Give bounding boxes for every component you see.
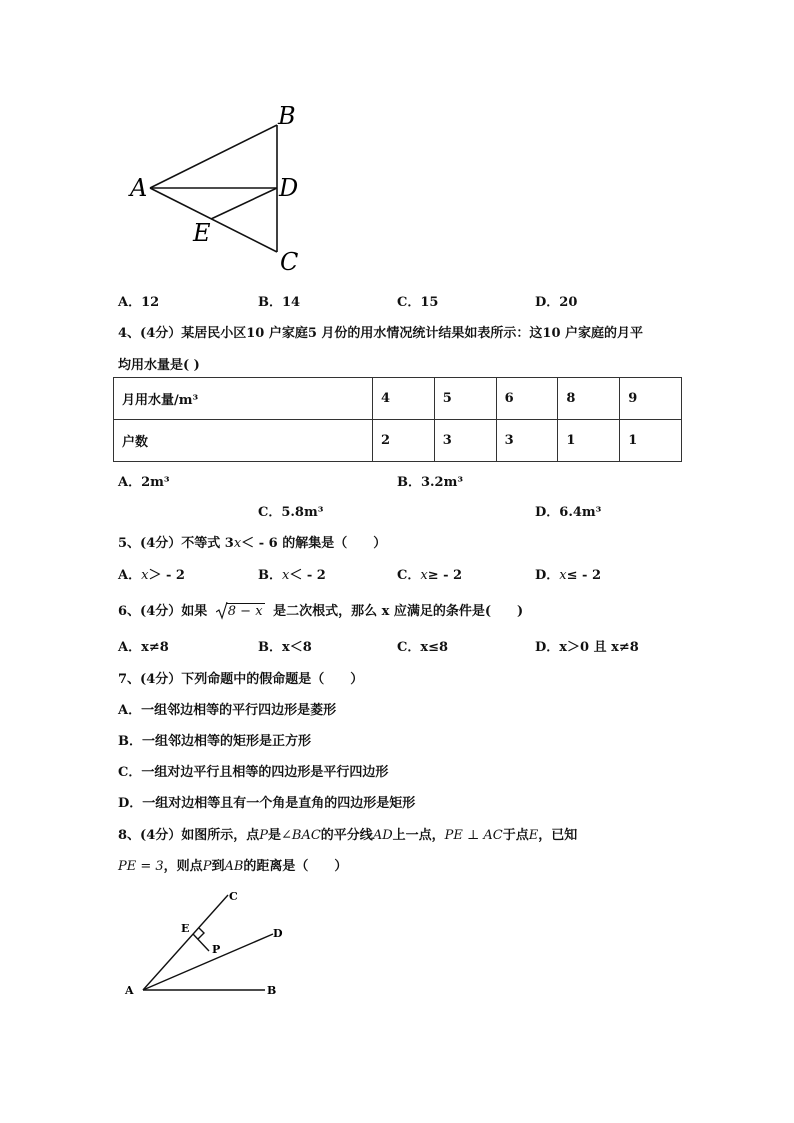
q3-option-b[interactable]: B．14 xyxy=(258,295,301,310)
table-cell: 3 xyxy=(434,420,496,462)
q6-option-c[interactable]: C．x≤8 xyxy=(397,640,449,655)
radicand: 8 − x xyxy=(227,604,263,619)
table-header-cell: 月用水量/m³ xyxy=(114,378,373,420)
q4-water-table xyxy=(113,377,682,462)
q5-option-c[interactable]: C．x≥ - 2 xyxy=(397,568,463,583)
q7-option-c[interactable]: C．一组对边平行且相等的四边形是平行四边形 xyxy=(118,765,389,780)
q3-label-b: B xyxy=(278,102,296,130)
q3-label-e: E xyxy=(193,219,211,247)
q7-option-b[interactable]: B．一组邻边相等的矩形是正方形 xyxy=(118,734,311,749)
table-cell: 1 xyxy=(558,420,620,462)
q8-label-d: D xyxy=(273,927,283,940)
table-header-cell: 户数 xyxy=(114,420,373,462)
q3-option-a[interactable]: A．12 xyxy=(118,295,160,310)
q7-option-d[interactable]: D．一组对边相等且有一个角是直角的四边形是矩形 xyxy=(118,796,416,811)
radical-sign-icon xyxy=(216,601,228,621)
q8-label-e: E xyxy=(181,922,190,935)
q8-angle-bisector-figure xyxy=(118,880,298,1005)
table-row xyxy=(114,378,682,420)
q8-stem-line2: PE = 3，则点P到AB的距离是（ ） xyxy=(118,859,348,874)
q3-option-c[interactable]: C．15 xyxy=(397,295,439,310)
q3-triangle-figure xyxy=(120,100,320,280)
q5-option-d[interactable]: D．x≤ - 2 xyxy=(535,568,602,583)
table-cell: 1 xyxy=(620,420,682,462)
q8-label-p: P xyxy=(212,943,221,956)
q4-stem-line1: 4、(4分）某居民小区10 户家庭5 月份的用水情况统计结果如表所示：这10 户家庭的月平 xyxy=(118,326,644,341)
q5-option-b[interactable]: B．x＜ - 2 xyxy=(258,568,326,583)
table-cell: 6 xyxy=(496,378,558,420)
q8-label-c: C xyxy=(229,890,238,903)
table-cell: 9 xyxy=(620,378,682,420)
q8-label-a: A xyxy=(125,984,134,997)
table-cell: 8 xyxy=(558,378,620,420)
q5-stem: 5、(4分）不等式 3x＜ - 6 的解集是（ ） xyxy=(118,536,387,551)
q8-stem-line1: 8、(4分）如图所示，点P是∠BAC的平分线AD上一点，PE ⊥ AC于点E，已知 xyxy=(118,828,578,843)
table-cell: 3 xyxy=(496,420,558,462)
table-cell: 5 xyxy=(434,378,496,420)
q6-option-b[interactable]: B．x＜8 xyxy=(258,640,312,655)
q3-label-a: A xyxy=(130,174,148,202)
q3-option-d[interactable]: D．20 xyxy=(535,295,578,310)
q3-label-c: C xyxy=(280,248,299,276)
q4-option-c[interactable]: C．5.8m³ xyxy=(258,505,324,520)
sqrt-radical xyxy=(216,604,265,619)
table-cell: 2 xyxy=(373,420,435,462)
table-row xyxy=(114,420,682,462)
q8-label-b: B xyxy=(267,984,277,997)
q6-stem: 6、(4分）如果 8 − x 是二次根式，那么 x 应满足的条件是( ) xyxy=(118,600,523,619)
q6-option-d[interactable]: D．x＞0 且 x≠8 xyxy=(535,640,639,655)
q5-option-a[interactable]: A．x＞ - 2 xyxy=(118,568,185,583)
q4-stem-line2: 均用水量是( ) xyxy=(118,358,200,373)
table-cell: 4 xyxy=(373,378,435,420)
q6-option-a[interactable]: A．x≠8 xyxy=(118,640,169,655)
q4-option-b[interactable]: B．3.2m³ xyxy=(397,475,464,490)
q4-option-a[interactable]: A．2m³ xyxy=(118,475,170,490)
q4-option-d[interactable]: D．6.4m³ xyxy=(535,505,602,520)
q7-stem: 7、(4分）下列命题中的假命题是（ ） xyxy=(118,672,364,687)
q7-option-a[interactable]: A．一组邻边相等的平行四边形是菱形 xyxy=(118,703,337,718)
q3-label-d: D xyxy=(279,174,299,202)
